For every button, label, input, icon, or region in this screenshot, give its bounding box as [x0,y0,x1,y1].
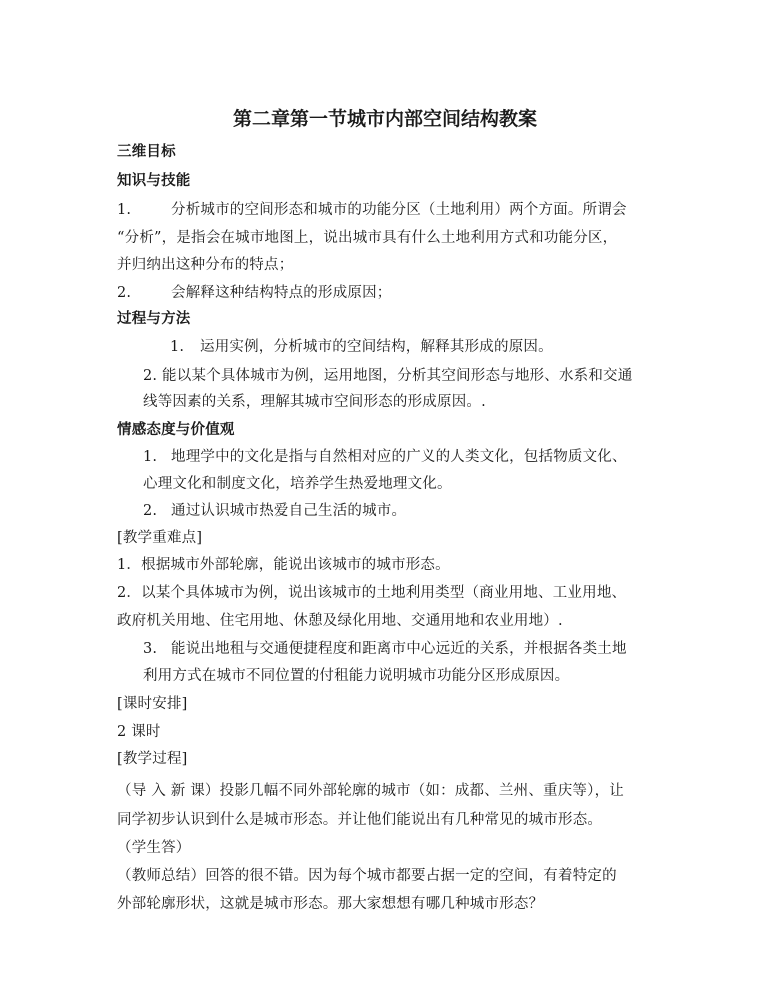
key-point-3-line-1: 能说出地租与交通便捷程度和距离市中心远近的关系，并根据各类土地 [171,641,627,657]
knowledge-item-1-number: 1. [117,202,132,218]
knowledge-item-1-line-3: 并归纳出这种分布的特点； [117,257,294,273]
knowledge-item-1-line-1: 分析城市的空间形态和城市的功能分区（土地利用）两个方面。所谓会 [171,202,627,218]
process-item-2-line-1: 2. 能以某个具体城市为例，运用地图，分析其空间形态与地形、水系和交通 [143,368,633,384]
key-point-2-line-2: 政府机关用地、住宅用地、休憩及绿化用地、交通用地和农业用地）. [117,613,563,629]
teaching-step-3-line-1: （教师总结）回答的很不错。因为每个城市都要占据一定的空间，有着特定的 [117,868,617,884]
class-schedule-value: 2 课时 [117,724,161,740]
process-item-2-line-2: 线等因素的关系，理解其城市空间形态的形成原因。. [143,394,486,410]
teaching-step-3-line-2: 外部轮廓形状，这就是城市形态。那大家想想有哪几种城市形态？ [117,896,544,912]
emotion-item-1-number: 1. [143,449,158,465]
heading-teaching-process: [教学过程] [117,751,188,767]
heading-key-difficult-points: [教学重难点] [117,530,203,546]
heading-knowledge-skills: 知识与技能 [117,172,191,189]
heading-emotion-attitude-values: 情感态度与价值观 [117,421,235,438]
heading-three-dimensional-goals: 三维目标 [117,143,176,160]
emotion-item-1-line-2: 心理文化和制度文化，培养学生热爱地理文化。 [143,476,452,492]
emotion-item-2-number: 2. [143,503,158,519]
teaching-step-1-line-1: （导 入 新 课）投影几幅不同外部轮廓的城市（如：成都、兰州、重庆等），让 [117,783,624,799]
emotion-item-2-line-1: 通过认识城市热爱自己生活的城市。 [171,503,407,519]
knowledge-item-2-number: 2. [117,285,132,301]
document-title: 第二章第一节城市内部空间结构教案 [232,108,537,130]
heading-process-methods: 过程与方法 [117,310,191,327]
emotion-item-1-line-1: 地理学中的文化是指与自然相对应的广义的人类文化，包括物质文化、 [171,449,627,465]
knowledge-item-2-line-1: 会解释这种结构特点的形成原因； [171,285,392,301]
key-point-1: 1．根据城市外部轮廓，能说出该城市的城市形态。 [117,557,450,573]
process-item-1-line-1: 运用实例，分析城市的空间结构，解释其形成的原因。 [200,339,553,355]
teaching-step-2: （学生答） [117,840,191,856]
knowledge-item-1-line-2: “分析”，是指会在城市地图上，说出城市具有什么土地利用方式和功能分区， [117,230,618,246]
heading-class-schedule: [课时安排] [117,696,188,712]
key-point-2-line-1: 2．以某个具体城市为例，说出该城市的土地利用类型（商业用地、工业用地、 [117,585,627,601]
key-point-3-line-2: 利用方式在城市不同位置的付租能力说明城市功能分区形成原因。 [143,668,570,684]
key-point-3-number: 3. [143,641,158,657]
process-item-1-number: 1. [170,339,185,355]
teaching-step-1-line-2: 同学初步认识到什么是城市形态。并让他们能说出有几种常见的城市形态。 [117,812,603,828]
